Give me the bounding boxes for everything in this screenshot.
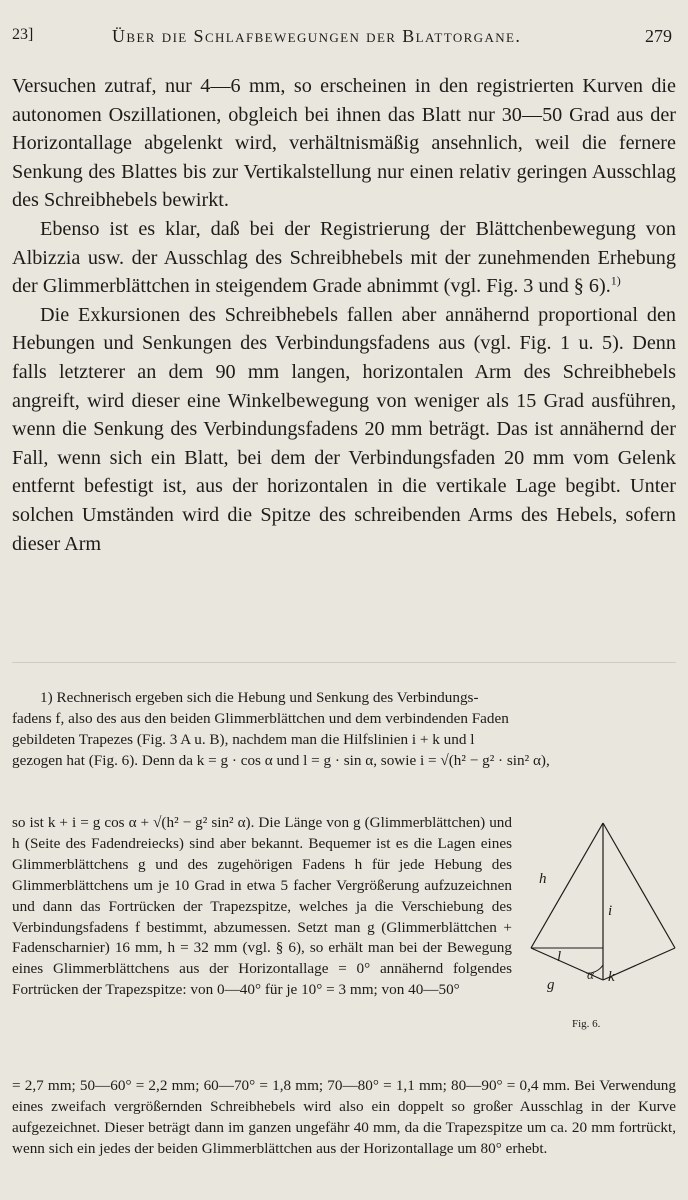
main-text — [12, 72, 676, 558]
side-right-line — [603, 823, 675, 948]
label-h: h — [539, 871, 547, 887]
label-g: g — [547, 977, 555, 993]
footnote-line-4: gezogen hat (Fig. 6). Denn da k = g · cos α und l = g · sin α, sowie i = √(h² − g² · sin² α), — [12, 751, 550, 769]
running-header — [12, 26, 676, 60]
footnote-line-2: fadens f, also des aus den beiden Glimmerblättchen und dem verbindenden Faden — [12, 709, 509, 727]
section-number: 23] — [12, 26, 34, 43]
running-title: Über die Schlafbewegungen der Blattorgane. — [112, 26, 522, 46]
footnote-bottom: = 2,7 mm; 50—60° = 2,2 mm; 60—70° = 1,8 mm; 70—80° = 1,1 mm; 80—90° = 0,4 mm. Bei Verwendung eines zweifach vergrößernden Schreibhebels wird also ein doppelt so großer Ausschlag in der Kurve aufgezeichnet. Dieser beträgt dann im ganzen ungefähr 40 mm, da die Trapezspitze um ca. 20 mm fortrückt, wenn sich ein jedes der beiden Glimmerblättchen aus der Horizontallage um 80° erhebt. — [12, 1077, 676, 1157]
label-i: i — [608, 903, 613, 919]
footnote-top — [12, 688, 676, 772]
figure-caption: Fig. 6. — [572, 1018, 601, 1030]
paragraph-2-text: Ebenso ist es klar, daß bei der Registrierung der Blättchenbewegung von Albizzia usw. der Ausschlag des Schreibhebels mit der zunehmenden Erhebung der Glimmerblättchen in steigendem Grade abnimmt (vgl. Fig. 3 und § 6). — [12, 217, 676, 298]
footnote-wrapped: so ist k + i = g cos α + √(h² − g² sin² α). Die Länge von g (Glimmerblättchen) und h (Seite des Fadendreiecks) sind aber bekannt. Bequemer ist es die Lagen eines Glimmerblättchens g und des zugehörigen Fadens h für jede Hebung des Glimmerblättchens um je 10 Grad in etwa 5 facher Vergrößerung aufzuzeichnen und dann das Fortrücken der Trapezspitze, welches ja die Verschiebung des Verbindungsfadens f bestimmt, abzumessen. Setzt man g (Glimmerblättchen + Fadenscharnier) 16 mm, h = 32 mm (vgl. § 6), so erhält man bei der Bewegung eines Glimmerblättchens aus der Horizontallage = 0° annähernd folgendes Fortrücken der Trapezspitze: von 0—40° für je 10° = 3 mm; von 40—50° — [12, 814, 512, 999]
triangle-diagram — [525, 815, 680, 1035]
label-l: l — [557, 949, 562, 965]
footnote-divider — [12, 662, 676, 663]
footnote-line-1: 1) Rechnerisch ergeben sich die Hebung und Senkung des Verbindungs- — [40, 689, 479, 706]
page-number: 279 — [645, 26, 672, 46]
paragraph-1: Versuchen zutraf, nur 4—6 mm, so erscheinen in den registrierten Kurven die autonomen Oszillationen, obgleich bei ihnen das Blatt nur 30—50 Grad aus der Horizontallage abgelenkt wird, verhältnismäßig ansehnlich, weil die fernere Senkung des Blattes bis zur Vertikalstellung nur einen relativ geringen Ausschlag des Schreibhebels bewirkt. — [12, 75, 676, 212]
figure-6 — [525, 815, 680, 1035]
paragraph-2 — [12, 215, 676, 301]
label-k: k — [608, 969, 615, 985]
footnote-line-3: gebildeten Trapezes (Fig. 3 A u. B), nachdem man die Hilfslinien i + k und l — [12, 730, 475, 748]
label-alpha: α — [587, 967, 594, 982]
paragraph-3: Die Exkursionen des Schreibhebels fallen aber annähernd proportional den Hebungen und Senkungen des Verbindungsfadens aus (vgl. Fig. 1 u. 5). Denn falls letzterer an dem 90 mm langen, horizontalen Arm des Schreibhebels angreift, wird dieser eine Winkelbewegung von weniger als 15 Grad ausführen, wenn die Senkung des Verbindungsfadens 20 mm beträgt. Das ist annähernd der Fall, wenn sich ein Blatt, bei dem der Verbindungsfaden 20 mm vom Gelenk entfernt befestigt ist, aus der horizontalen in die vertikale Lage begibt. Unter solchen Umständen wird die Spitze des schreibenden Arms des Hebels, sofern dieser Arm — [12, 303, 676, 555]
footnote-ref[interactable]: 1) — [610, 273, 621, 288]
